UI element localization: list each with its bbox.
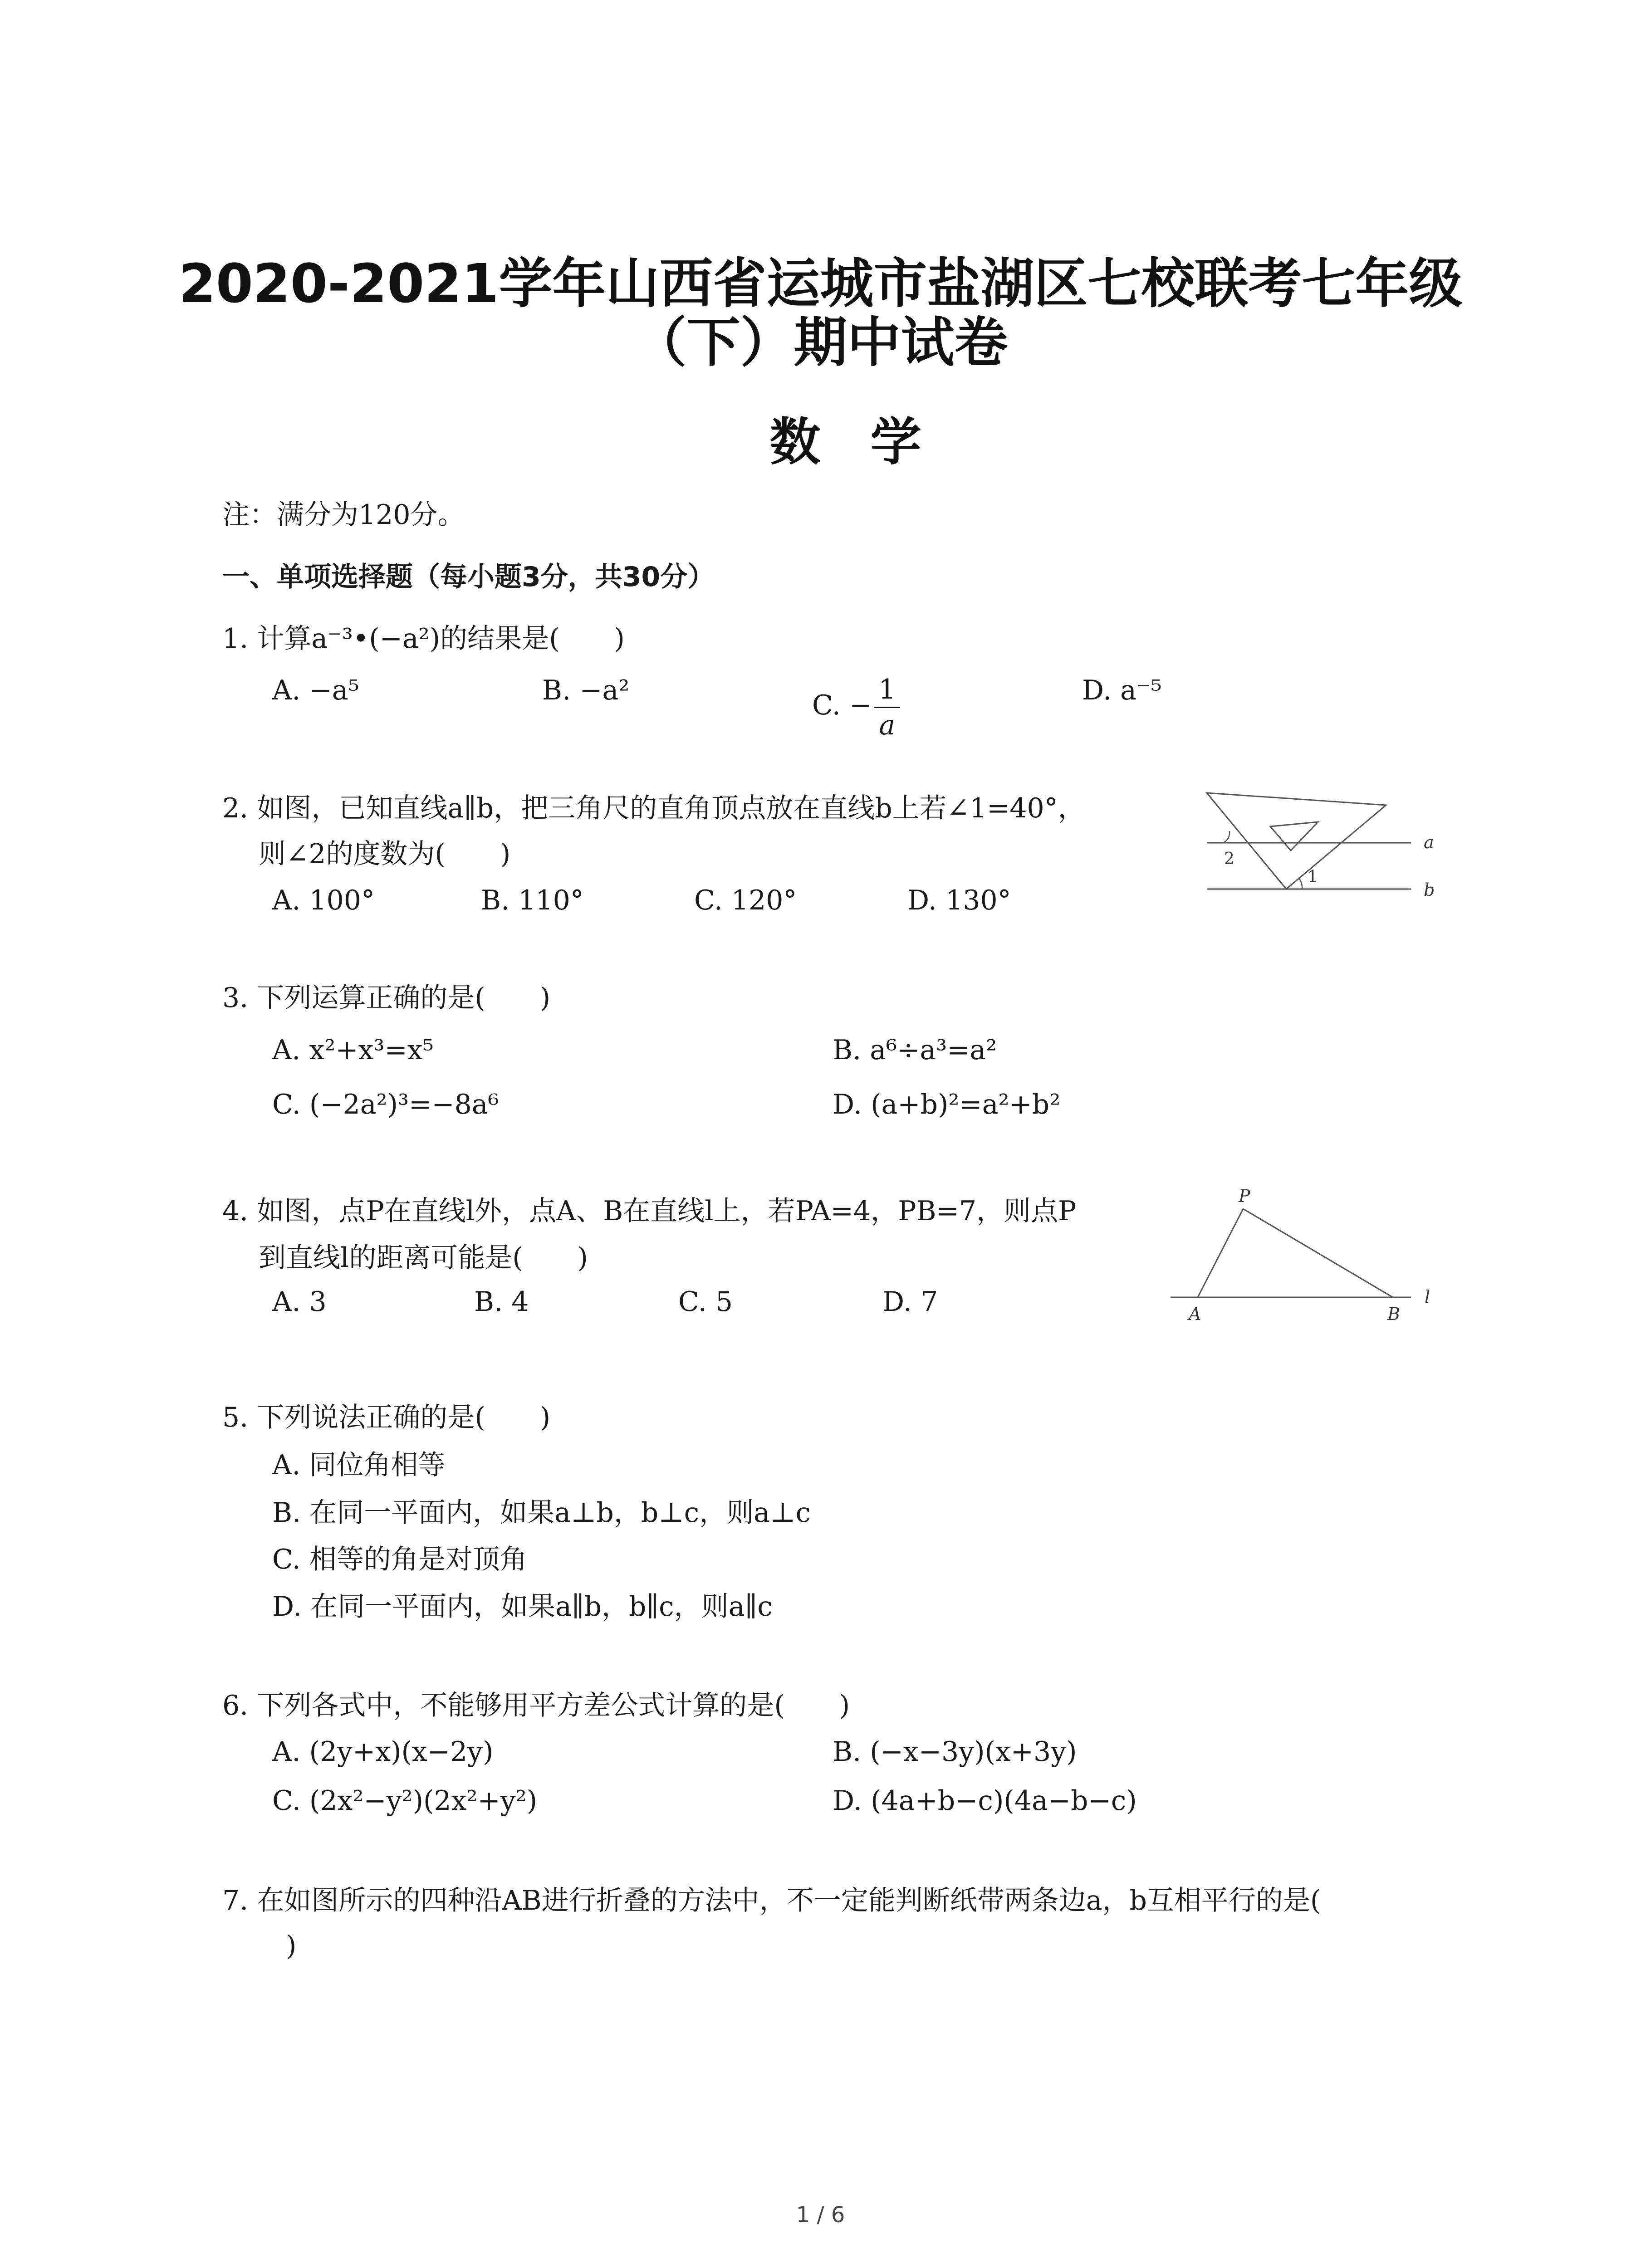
question-4-option-d: D. 7 xyxy=(882,1286,938,1318)
question-2-option-d: D. 130° xyxy=(907,885,1011,916)
question-5-option-d: D. 在同一平面内，如果a∥b，b∥c，则a∥c xyxy=(272,1591,773,1623)
question-6-option-d: D. (4a+b−c)(4a−b−c) xyxy=(833,1785,1137,1817)
question-4-stem-line2: 到直线l的距离可能是( ) xyxy=(259,1242,588,1274)
subject-heading: 数学 xyxy=(769,413,971,472)
segment-pb xyxy=(1243,1209,1393,1297)
question-4-option-b: B. 4 xyxy=(474,1286,529,1318)
fraction xyxy=(874,672,900,743)
question-3-option-c: C. (−2a²)³=−8a⁶ xyxy=(272,1089,499,1120)
score-note: 注：满分为120分。 xyxy=(222,499,465,531)
line-a-label: a xyxy=(1424,832,1434,852)
section-heading: 一、单项选择题（每小题3分，共30分） xyxy=(222,561,715,593)
fraction-denominator: a xyxy=(879,709,896,741)
question-3-stem: 3. 下列运算正确的是( ) xyxy=(222,982,551,1014)
point-b-label: B xyxy=(1387,1304,1400,1324)
angle-2-label: 2 xyxy=(1224,850,1234,868)
question-3-option-d: D. (a+b)²=a²+b² xyxy=(833,1089,1061,1120)
page-number: 1 / 6 xyxy=(796,2202,845,2228)
question-2-option-c: C. 120° xyxy=(694,885,797,916)
segment-pa xyxy=(1198,1209,1243,1297)
triangle-ruler-outer xyxy=(1207,793,1386,889)
line-b-label: b xyxy=(1424,880,1435,900)
question-6-stem: 6. 下列各式中，不能够用平方差公式计算的是( ) xyxy=(222,1690,850,1721)
option-c-label: C. − xyxy=(812,689,872,721)
angle-1-label: 1 xyxy=(1308,868,1318,886)
question-5-option-b: B. 在同一平面内，如果a⊥b，b⊥c，则a⊥c xyxy=(272,1497,811,1529)
question-4-option-a: A. 3 xyxy=(272,1286,327,1318)
question-7-stem-line2: ) xyxy=(259,1930,297,1962)
question-1-option-d: D. a⁻⁵ xyxy=(1082,675,1162,706)
figure-parallel-lines-triangle xyxy=(1198,780,1452,912)
question-5-option-c: C. 相等的角是对顶角 xyxy=(272,1544,527,1575)
question-5-stem: 5. 下列说法正确的是( ) xyxy=(222,1402,551,1433)
question-1-stem: 1. 计算a⁻³•(−a²)的结果是( ) xyxy=(222,623,625,655)
point-a-label: A xyxy=(1189,1304,1201,1324)
question-2-stem-line1: 2. 如图，已知直线a∥b，把三角尺的直角顶点放在直线b上若∠1=40°， xyxy=(222,792,1085,824)
question-4-stem-line1: 4. 如图，点P在直线l外，点A、B在直线l上，若PA=4，PB=7，则点P xyxy=(222,1195,1077,1227)
question-1-option-b: B. −a² xyxy=(542,675,630,706)
question-7-stem-line1: 7. 在如图所示的四种沿AB进行折叠的方法中，不一定能判断纸带两条边a，b互相平行的是( xyxy=(222,1885,1321,1916)
question-2-option-b: B. 110° xyxy=(481,885,584,916)
exam-title-line1: 2020-2021学年山西省运城市盐湖区七校联考七年级 xyxy=(178,252,1463,315)
line-l-label: l xyxy=(1425,1287,1430,1307)
angle-2-arc xyxy=(1223,831,1230,843)
question-2-option-a: A. 100° xyxy=(272,885,375,916)
question-6-option-b: B. (−x−3y)(x+3y) xyxy=(833,1736,1077,1768)
triangle-ruler-inner xyxy=(1270,822,1318,850)
question-2-stem-line2: 则∠2的度数为( ) xyxy=(259,838,511,870)
question-1-option-c xyxy=(812,669,900,743)
question-1-option-a: A. −a⁵ xyxy=(272,675,359,706)
question-3-option-a: A. x²+x³=x⁵ xyxy=(272,1034,434,1066)
fraction-numerator: 1 xyxy=(874,672,900,708)
figure-point-line xyxy=(1161,1184,1452,1329)
question-4-option-c: C. 5 xyxy=(678,1286,733,1318)
question-6-option-c: C. (2x²−y²)(2x²+y²) xyxy=(272,1785,538,1817)
question-5-option-a: A. 同位角相等 xyxy=(272,1449,446,1481)
point-p-label: P xyxy=(1239,1186,1250,1206)
question-3-option-b: B. a⁶÷a³=a² xyxy=(833,1034,997,1066)
exam-title-line2: （下）期中试卷 xyxy=(633,311,1008,374)
angle-1-arc xyxy=(1298,878,1302,889)
question-6-option-a: A. (2y+x)(x−2y) xyxy=(272,1736,494,1768)
